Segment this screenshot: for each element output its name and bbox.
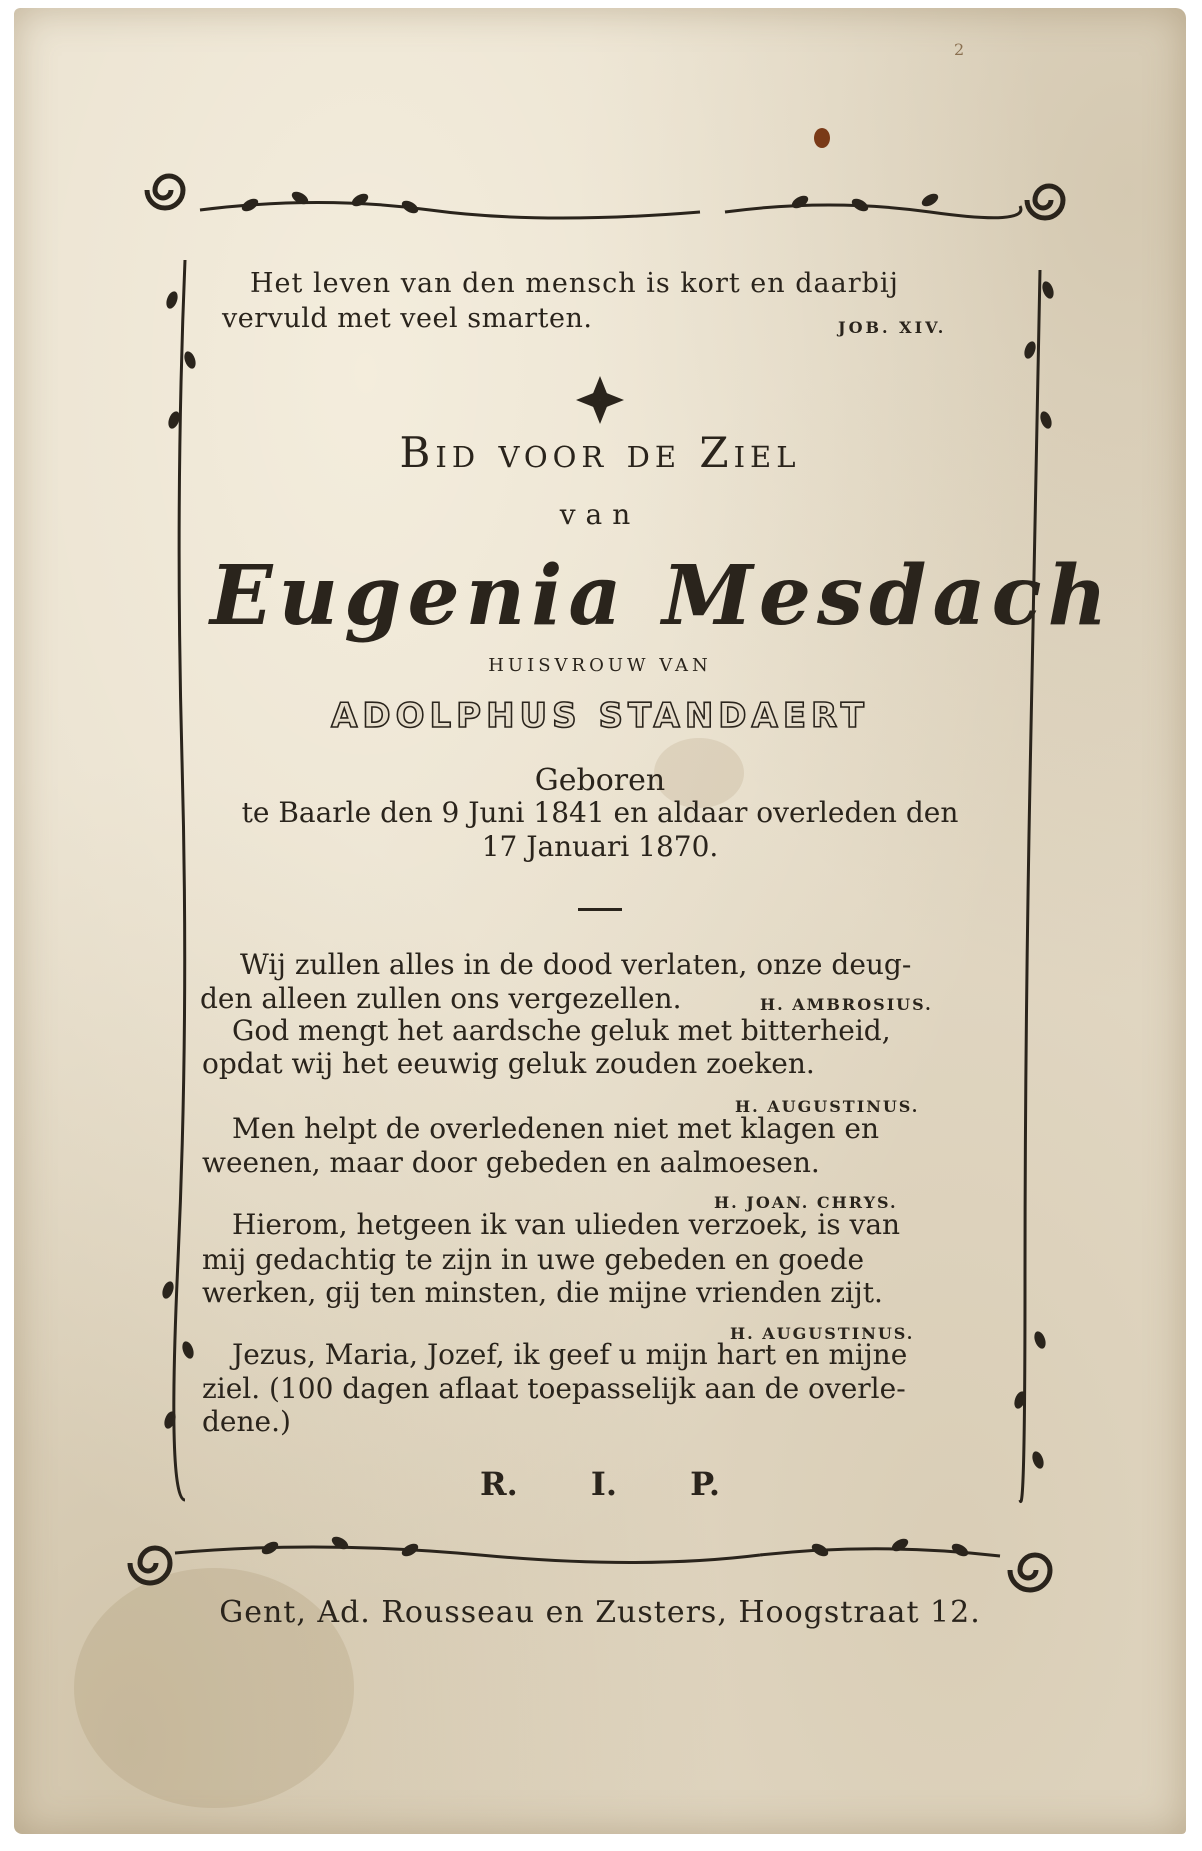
quote-line: Wij zullen alles in de dood verlaten, onze deug- [240,948,912,981]
cross-icon [576,376,624,424]
quote-line: dene.) [202,1405,291,1438]
quote-source: H. AUGUSTINUS. [730,1324,915,1343]
divider [578,908,622,911]
page-number: 2 [954,40,965,59]
motto-source: JOB. XIV. [838,318,947,337]
quote-line: ziel. (100 dagen aflaat toepasselijk aan de overle- [202,1372,906,1405]
rip-text: R. I. P. [479,1465,721,1503]
quote-line: Jezus, Maria, Jozef, ik geef u mijn hart en mijne [232,1338,908,1371]
housewife-of-label: HUISVROUW VAN [488,655,712,676]
quote-line: weenen, maar door gebeden en aalmoesen. [202,1146,820,1179]
card-heading: Bid voor de Ziel [399,428,801,477]
quote-line: God mengt het aardsche geluk met bitterheid, [232,1014,891,1047]
quote-line: werken, gij ten minsten, die mijne vrienden zijt. [202,1276,883,1309]
heading-van: van [559,498,641,531]
spouse-name: ADOLPHUS STANDAERT [331,696,869,736]
quote-source: H. AUGUSTINUS. [735,1097,920,1116]
quote-line: Men helpt de overledenen niet met klagen en [232,1112,880,1145]
quote-line: Hierom, hetgeen ik van ulieden verzoek, is van [232,1208,901,1241]
motto-line-2: vervuld met veel smarten. [222,303,593,334]
born-label: Geboren [534,763,666,798]
printer-imprint: Gent, Ad. Rousseau en Zusters, Hoogstraat 12. [219,1595,981,1630]
quote-source: H. JOAN. CHRYS. [714,1193,898,1212]
born-details: te Baarle den 9 Juni 1841 en aldaar overleden den [241,796,959,829]
quote-line: den alleen zullen ons vergezellen. [200,982,682,1015]
motto-line-1: Het leven van den mensch is kort en daarbij [250,268,899,299]
deceased-name: Eugenia Mesdach [210,548,1114,644]
quote-source: H. AMBROSIUS. [760,995,933,1014]
quote-line: opdat wij het eeuwig geluk zouden zoeken. [202,1047,815,1080]
death-date: 17 Januari 1870. [481,830,719,863]
quote-line: mij gedachtig te zijn in uwe gebeden en goede [202,1243,865,1276]
